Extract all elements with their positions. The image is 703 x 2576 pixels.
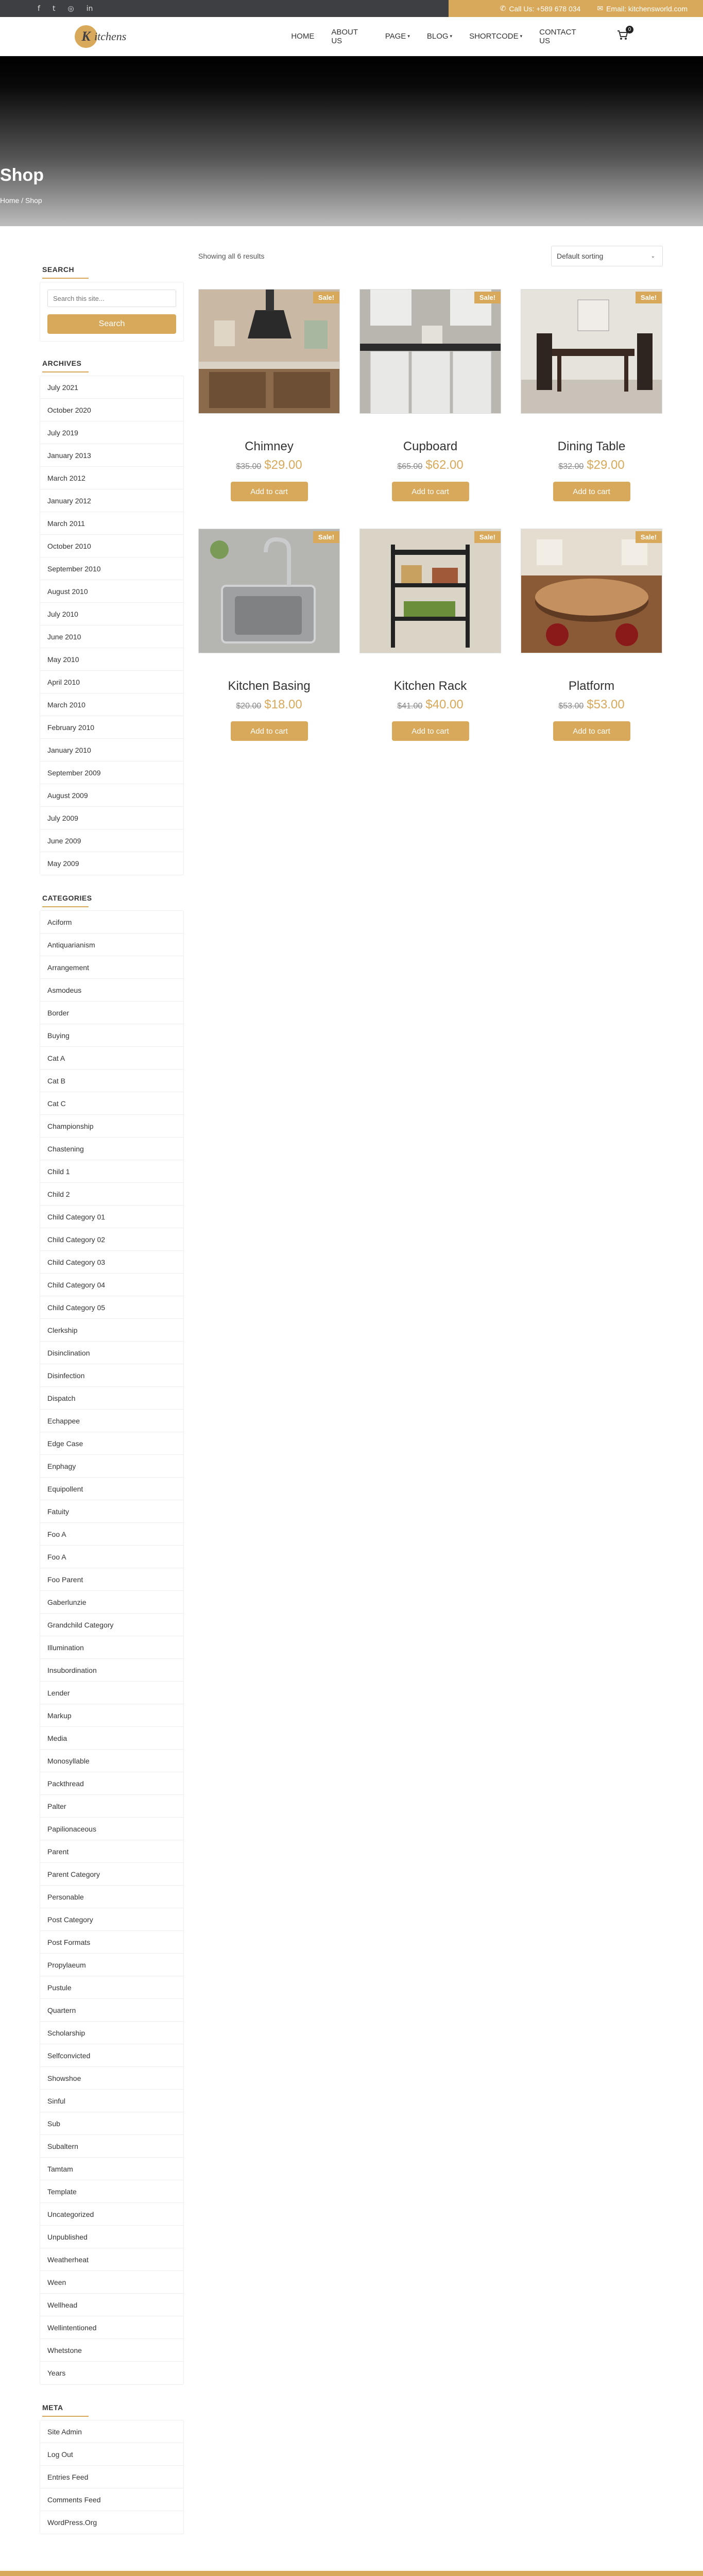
archive-link[interactable]: January 2010 [40,739,183,761]
category-link[interactable]: Palter [40,1795,183,1818]
archive-link[interactable]: July 2019 [40,421,183,444]
category-link[interactable]: Cat B [40,1070,183,1092]
product-image[interactable] [521,289,662,414]
sale-badge: Sale! [474,292,501,303]
sale-badge: Sale! [313,531,339,543]
category-link[interactable]: Weatherheat [40,2248,183,2271]
category-link[interactable]: Grandchild Category [40,1614,183,1636]
category-link[interactable]: Championship [40,1115,183,1138]
chevron-down-icon: ⌄ [650,253,655,259]
add-to-cart-button[interactable]: Add to cart [553,721,630,741]
phone-text: Call Us: +589 678 034 [509,4,581,13]
product-price: $65.00 $62.00 [397,458,464,472]
category-link[interactable]: Border [40,1002,183,1024]
product-name[interactable]: Dining Table [557,439,626,453]
site-logo[interactable] [75,25,126,48]
product-card [359,529,501,741]
chevron-down-icon: ▾ [450,33,453,39]
category-link[interactable]: Clerkship [40,1319,183,1342]
archives-widget-title: ARCHIVES [40,354,184,372]
nav-blog[interactable]: BLOG ▾ [426,32,453,41]
mail-icon: ✉ [597,4,604,12]
page-hero [0,56,703,226]
product-price: $35.00 $29.00 [236,458,302,472]
instagram-icon[interactable]: ◎ [67,4,74,13]
category-link[interactable]: Sub [40,2112,183,2135]
add-to-cart-button[interactable]: Add to cart [231,482,308,501]
category-link[interactable]: Propylaeum [40,1954,183,1976]
category-link[interactable]: Foo A [40,1546,183,1568]
category-link[interactable]: Antiquarianism [40,934,183,956]
archive-link[interactable]: September 2009 [40,761,183,784]
category-link[interactable]: Post Category [40,1908,183,1931]
meta-link[interactable]: Entries Feed [40,2466,183,2488]
sort-select[interactable]: Default sorting ⌄ [551,246,663,266]
archive-link[interactable]: March 2010 [40,693,183,716]
logo-mark: K [75,25,97,48]
product-price: $32.00 $29.00 [558,458,625,472]
meta-widget-title: META [40,2398,184,2417]
category-link[interactable]: Echappee [40,1410,183,1432]
category-link[interactable]: Illumination [40,1636,183,1659]
category-link[interactable]: Child Category 04 [40,1274,183,1296]
categories-widget-title: CATEGORIES [40,889,184,907]
contact-bar [449,0,703,17]
category-link[interactable]: Parent Category [40,1863,183,1886]
category-link[interactable]: Disinclination [40,1342,183,1364]
archive-link[interactable]: October 2010 [40,535,183,557]
phone-icon: ✆ [500,4,506,12]
archive-link[interactable]: May 2009 [47,859,79,868]
archive-link[interactable]: June 2010 [40,625,183,648]
category-link[interactable]: Equipollent [40,1478,183,1500]
category-link[interactable]: Showshoe [40,2067,183,2090]
social-links [0,5,93,13]
archive-link[interactable]: March 2012 [40,467,183,489]
sale-badge: Sale! [474,531,501,543]
category-link[interactable]: Sinful [40,2090,183,2112]
platform-image [521,529,662,653]
category-link[interactable]: Dispatch [40,1387,183,1410]
archive-link[interactable]: July 2021 [40,376,183,399]
category-link[interactable]: Scholarship [40,2022,183,2044]
category-link[interactable]: Uncategorized [40,2203,183,2226]
cupboard-image [360,290,501,414]
category-link[interactable]: Child Category 03 [40,1251,183,1274]
nav-page[interactable]: PAGE ▾ [385,32,410,41]
meta-link[interactable]: WordPress.Org [47,2518,97,2527]
category-link[interactable]: Media [40,1727,183,1750]
chevron-down-icon: ▾ [407,33,410,39]
main-navbar [0,17,703,56]
category-link[interactable]: Fatuity [40,1500,183,1523]
add-to-cart-button[interactable]: Add to cart [231,721,308,741]
category-link[interactable]: Buying [40,1024,183,1047]
search-widget [40,282,184,342]
category-link[interactable]: Wellintentioned [40,2316,183,2339]
category-link[interactable]: Arrangement [40,956,183,979]
category-link[interactable]: Whetstone [40,2339,183,2362]
product-name[interactable]: Cupboard [403,439,458,453]
product-card [521,289,662,501]
archive-link[interactable]: October 2020 [40,399,183,421]
category-link[interactable]: Cat A [40,1047,183,1070]
category-link[interactable]: Asmodeus [40,979,183,1002]
product-image[interactable] [359,529,501,653]
archive-link[interactable]: September 2010 [40,557,183,580]
category-link[interactable]: Aciform [40,911,183,934]
search-widget-title: SEARCH [40,260,184,279]
cart-button[interactable] [617,26,631,43]
kitchen-rack-image [360,529,501,653]
product-image[interactable] [521,529,662,653]
meta-link[interactable]: Log Out [40,2443,183,2466]
email-text: Email: kitchensworld.com [606,4,688,13]
kitchen-basin-image [199,529,340,653]
product-image[interactable] [198,289,340,414]
phone-info [500,4,581,13]
sale-badge: Sale! [636,531,662,543]
product-price: $41.00 $40.00 [397,698,464,711]
category-link[interactable]: Unpublished [40,2226,183,2248]
category-link[interactable]: Subaltern [40,2135,183,2158]
add-to-cart-button[interactable]: Add to cart [553,482,630,501]
product-card [198,529,340,741]
category-link[interactable]: Cat C [40,1092,183,1115]
dining-table-image [521,290,662,414]
product-image[interactable] [198,529,340,653]
archive-link[interactable]: July 2010 [40,603,183,625]
category-link[interactable]: Child 1 [40,1160,183,1183]
category-link[interactable]: Insubordination [40,1659,183,1682]
logo-text: itchens [94,29,127,43]
archive-link[interactable]: August 2010 [40,580,183,603]
result-count: Showing all 6 results [198,252,265,260]
product-card [359,289,501,501]
category-link[interactable]: Disinfection [40,1364,183,1387]
search-button[interactable]: Search [47,314,176,334]
archives-list [40,376,184,875]
category-link[interactable]: Packthread [40,1772,183,1795]
sale-badge: Sale! [636,292,662,303]
category-link[interactable]: Pustule [40,1976,183,1999]
category-link[interactable]: Ween [40,2271,183,2294]
category-link[interactable]: Child Category 05 [40,1296,183,1319]
category-link[interactable]: Wellhead [40,2294,183,2316]
nav-contact[interactable]: CONTACT US [539,27,576,45]
meta-link[interactable]: Site Admin [40,2420,183,2443]
nav-home[interactable]: HOME [291,32,315,41]
top-bar [0,0,703,17]
page-title: Shop [0,165,44,185]
category-link[interactable]: Child Category 01 [40,1206,183,1228]
cart-count-badge: 0 [626,26,633,33]
category-link[interactable]: Personable [40,1886,183,1908]
category-link[interactable]: Years [47,2369,66,2377]
archive-link[interactable]: January 2013 [40,444,183,467]
category-link[interactable]: Edge Case [40,1432,183,1455]
add-to-cart-button[interactable]: Add to cart [392,482,469,501]
category-link[interactable]: Template [40,2180,183,2203]
product-name[interactable]: Chimney [245,439,294,453]
archive-link[interactable]: May 2010 [40,648,183,671]
product-name[interactable]: Platform [568,679,615,693]
category-link[interactable]: Foo Parent [40,1568,183,1591]
footer-accent-strip [0,2571,703,2576]
meta-list [40,2420,184,2534]
product-name[interactable]: Kitchen Basing [228,679,311,693]
category-link[interactable]: Selfconvicted [40,2044,183,2067]
product-name[interactable]: Kitchen Rack [393,679,467,693]
chevron-down-icon: ▾ [520,33,523,39]
archive-link[interactable]: March 2011 [40,512,183,535]
main-area [0,226,703,2576]
archive-link[interactable]: April 2010 [40,671,183,693]
category-link[interactable]: Tamtam [40,2158,183,2180]
category-link[interactable]: Monosyllable [40,1750,183,1772]
search-input[interactable] [47,290,176,307]
linkedin-icon[interactable]: in [86,4,93,13]
twitter-icon[interactable]: t [52,4,56,13]
sale-badge: Sale! [313,292,339,303]
category-link[interactable]: Parent [40,1840,183,1863]
categories-list [40,910,184,2385]
category-link[interactable]: Child 2 [40,1183,183,1206]
email-info[interactable] [597,4,688,13]
category-link[interactable]: Markup [40,1704,183,1727]
chimney-image [199,290,340,414]
product-card [521,529,662,741]
category-link[interactable]: Enphagy [40,1455,183,1478]
category-link[interactable]: Papilionaceous [40,1818,183,1840]
category-link[interactable]: Chastening [40,1138,183,1160]
archive-link[interactable]: July 2009 [40,807,183,829]
meta-link[interactable]: Comments Feed [40,2488,183,2511]
product-price: $20.00 $18.00 [236,698,302,711]
sidebar [40,260,184,2534]
archive-link[interactable]: August 2009 [40,784,183,807]
nav-shortcode[interactable]: SHORTCODE ▾ [469,32,523,41]
product-price: $53.00 $53.00 [558,698,625,711]
category-link[interactable]: Child Category 02 [40,1228,183,1251]
archive-link[interactable]: January 2012 [40,489,183,512]
category-link[interactable]: Post Formats [40,1931,183,1954]
category-link[interactable]: Foo A [40,1523,183,1546]
category-link[interactable]: Lender [40,1682,183,1704]
nav-about[interactable]: ABOUT US [331,27,358,45]
breadcrumb[interactable]: Home / Shop [0,196,42,205]
nav-menu [291,26,631,45]
category-link[interactable]: Gaberlunzie [40,1591,183,1614]
product-card [198,289,340,501]
product-image[interactable] [359,289,501,414]
facebook-icon[interactable]: f [38,4,40,13]
add-to-cart-button[interactable]: Add to cart [392,721,469,741]
archive-link[interactable]: February 2010 [40,716,183,739]
category-link[interactable]: Quartern [40,1999,183,2022]
archive-link[interactable]: June 2009 [40,829,183,852]
